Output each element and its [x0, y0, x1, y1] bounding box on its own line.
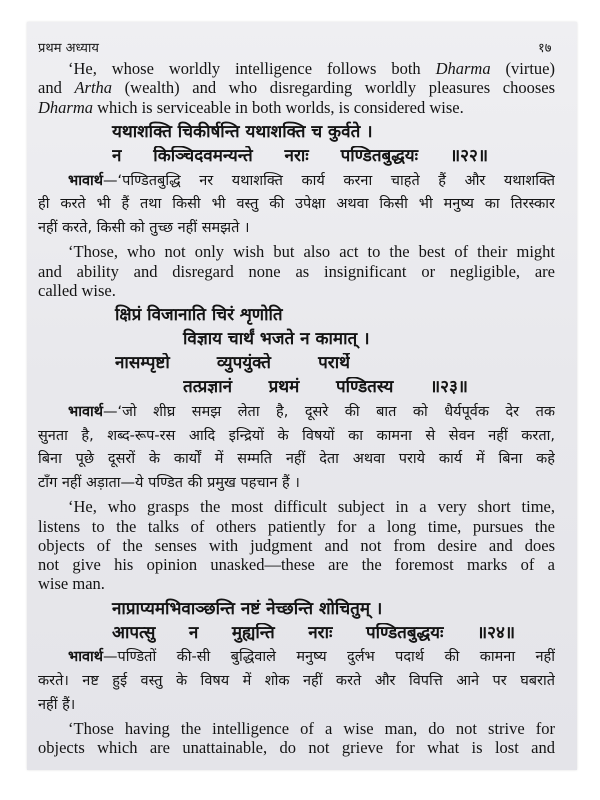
line-text: नहीं हैं।	[38, 696, 76, 713]
line-text: (virtue)	[490, 59, 555, 78]
english-translation-line	[68, 719, 555, 739]
hindi-commentary-line	[68, 171, 555, 191]
english-translation-line	[38, 574, 555, 594]
line-text: बिना पूछे दूसरों के कार्यों में सम्मति नहीं देता अथवा पराये कार्य में बिना कहे	[38, 451, 555, 468]
line-text: —‘जो शीघ्र समझ लेता है, दूसरे की बात को धैर्यपूर्वक देर तक	[103, 403, 555, 420]
line-text: which is serviceable in both worlds, is considered wise.	[93, 97, 464, 117]
line-text: विज्ञाय चार्थं भजते न कामात् ।	[183, 329, 370, 350]
hindi-commentary-line	[38, 473, 555, 493]
line-text: objects which are unattainable, do not grieve for what is lost and	[38, 738, 555, 758]
line-text: wise man.	[38, 574, 105, 594]
verse-line	[115, 305, 345, 325]
page-number: १७	[538, 41, 552, 56]
commentary-label: भावार्थ	[68, 172, 104, 189]
commentary-label: भावार्थ	[68, 649, 104, 666]
line-text: ‘He, whose worldly intelligence follows both	[68, 59, 436, 78]
line-text: (wealth) and who disregarding worldly pleasures chooses	[112, 78, 555, 98]
english-translation-line	[38, 517, 555, 537]
emphasized-term: Dharma	[38, 97, 94, 117]
line-text: objects of the senses with judgment and not from desire and does	[38, 535, 555, 555]
line-text: नहीं करते, किसी को तुच्छ नहीं समझते ।	[38, 219, 250, 236]
english-translation-line	[38, 555, 555, 575]
hindi-commentary-line	[38, 449, 555, 469]
verse-line	[112, 599, 457, 619]
line-text: नाप्राप्यमभिवाञ्छन्ति नष्टं नेच्छन्ति शोचितुम् ।	[112, 598, 383, 619]
line-text: called wise.	[38, 280, 116, 300]
hindi-commentary-line	[38, 426, 555, 446]
line-text: listens to the talks of others patiently for a long time, pursues the	[38, 516, 555, 536]
verse-line	[112, 122, 445, 142]
emphasized-term: Dharma	[435, 59, 491, 78]
verse-line	[183, 329, 433, 349]
english-translation-line	[68, 497, 555, 517]
line-text: ही करते भी हैं तथा किसी भी वस्तु की उपेक्षा अथवा किसी भी मनुष्य का तिरस्कार	[38, 196, 555, 213]
verse-line	[112, 623, 515, 643]
line-text: and ability and disregard none as insignificant or negligible, are	[38, 261, 555, 281]
line-text: ‘Those, who not only wish but also act to the best of their might	[68, 242, 555, 262]
hindi-commentary-line	[68, 647, 555, 667]
line-text: टाँग नहीं अड़ाता—ये पण्डित की प्रमुख पहचान हैं ।	[38, 474, 300, 491]
chapter-header: प्रथम अध्याय	[38, 41, 99, 56]
line-text: क्षिप्रं विजानाति चिरं शृणोति	[115, 305, 283, 326]
english-translation-line	[68, 242, 555, 262]
commentary-label: भावार्थ	[68, 403, 104, 420]
english-translation-line	[38, 262, 555, 282]
line-text: ‘Those having the intelligence of a wise man, do not strive for	[68, 719, 555, 739]
english-translation-line	[38, 536, 555, 556]
line-text: यथाशक्ति चिकीर्षन्ति यथाशक्ति च कुर्वते ।	[112, 122, 373, 143]
line-text: ‘He, who grasps the most difficult subject in a very short time,	[68, 497, 555, 517]
english-translation-line	[38, 738, 555, 758]
hindi-commentary-line	[68, 402, 555, 422]
line-text: आपत्सु न मुह्यन्ति नराः पण्डितबुद्धयः ॥२४॥	[112, 622, 515, 643]
line-text: —‘पण्डितबुद्धि नर यथाशक्ति कार्य करना चाहते हैं और यथाशक्ति	[103, 172, 555, 189]
line-text: —पण्डितों की-सी बुद्धिवाले मनुष्य दुर्लभ पदार्थ की कामना नहीं	[103, 649, 555, 666]
line-text: तत्प्रज्ञानं प्रथमं पण्डितस्य ॥२३॥	[183, 377, 468, 398]
line-text: not give his opinion unasked—these are the foremost marks of a	[38, 555, 555, 575]
hindi-commentary-line	[38, 671, 555, 691]
line-text: and	[38, 78, 75, 98]
verse-line	[183, 377, 468, 397]
line-text: करते। नष्ट हुई वस्तु के विषय में शोक नहीं करते और विपत्ति आने पर घबराते	[38, 673, 555, 689]
line-text: नासम्पृष्टो व्युपयुंक्ते परार्थे	[115, 353, 350, 374]
english-translation-line	[38, 78, 555, 98]
emphasized-term: Artha	[74, 78, 113, 98]
line-text: न किञ्चिदवमन्यन्ते नराः पण्डितबुद्धयः ॥२२॥	[112, 146, 488, 167]
line-text: सुनता है, शब्द-रूप-रस आदि इन्द्रियों के विषयों का कामना से सेवन नहीं करता,	[38, 427, 555, 444]
verse-line	[115, 353, 350, 373]
english-translation-line	[38, 281, 555, 301]
hindi-commentary-line	[38, 218, 555, 238]
english-translation-line	[38, 98, 555, 118]
verse-line	[112, 146, 488, 166]
english-translation-line	[68, 59, 555, 79]
hindi-commentary-line	[38, 695, 555, 715]
hindi-commentary-line	[38, 194, 555, 214]
